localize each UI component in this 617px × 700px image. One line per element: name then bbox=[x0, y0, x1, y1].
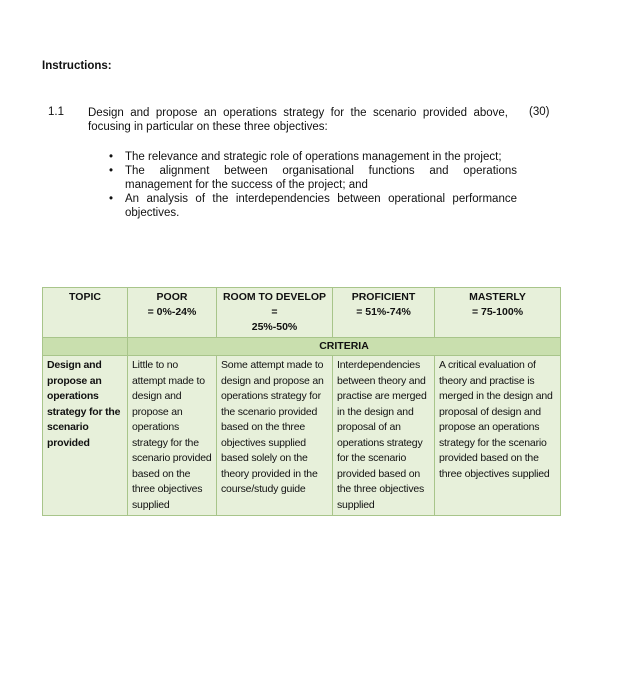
cell-line: Design and bbox=[47, 359, 102, 371]
cell-line: proposal of design and bbox=[439, 405, 541, 418]
cell-line: based on the three bbox=[221, 421, 305, 433]
objective-item: • The relevance and strategic role of operations management in the project; bbox=[109, 151, 502, 163]
criteria-label: CRITERIA bbox=[128, 338, 561, 356]
cell-line: three objectives supplied bbox=[439, 467, 550, 480]
cell-line: three objectives bbox=[132, 483, 203, 495]
cell-line: operations strategy bbox=[337, 436, 423, 449]
header-room-to-develop: ROOM TO DEVELOP = 25%-50% bbox=[217, 288, 333, 338]
cell-line: supplied bbox=[337, 498, 375, 511]
cell-line: based solely on the bbox=[221, 452, 308, 464]
cell-line: objectives supplied bbox=[221, 436, 306, 449]
header-proficient: PROFICIENT = 51%-74% bbox=[333, 288, 435, 338]
cell-line: the three objectives bbox=[337, 483, 425, 495]
cell-line: practise are merged bbox=[337, 390, 427, 402]
cell-line: provided based on bbox=[337, 467, 420, 480]
poor-cell bbox=[128, 356, 217, 516]
instructions-heading: Instructions: bbox=[42, 60, 112, 72]
cell-line: Little to no bbox=[132, 359, 179, 371]
cell-line: provided based on the bbox=[439, 452, 539, 464]
cell-line: propose an bbox=[132, 405, 183, 418]
rubric-table bbox=[42, 287, 561, 516]
cell-line: operations bbox=[47, 390, 99, 402]
cell-line: design and propose an bbox=[221, 374, 324, 387]
cell-line: scenario provided bbox=[132, 452, 212, 464]
cell-line: attempt made to bbox=[132, 374, 205, 387]
header-topic: TOPIC bbox=[43, 288, 128, 338]
cell-line: proposal of an bbox=[337, 421, 401, 433]
cell-line: operations strategy for bbox=[221, 390, 321, 402]
cell-line: theory and practise is bbox=[439, 374, 535, 387]
topic-cell bbox=[43, 356, 128, 516]
cell-line: Interdependencies bbox=[337, 359, 420, 371]
cell-line: based on the bbox=[132, 467, 191, 480]
objective-item: • The alignment between organisational functions and operations management for the success of the project; and bbox=[109, 165, 517, 191]
cell-line: between theory and bbox=[337, 374, 426, 387]
bullet-icon: • bbox=[109, 193, 114, 205]
objectives-list bbox=[107, 150, 517, 220]
header-masterly: MASTERLY = 75-100% bbox=[435, 288, 561, 338]
cell-line: scenario bbox=[47, 421, 89, 433]
cell-line: Some attempt made to bbox=[221, 359, 324, 371]
cell-line: supplied bbox=[132, 498, 170, 511]
criteria-row bbox=[43, 338, 561, 356]
cell-line: A critical evaluation of bbox=[439, 359, 536, 371]
cell-line: theory provided in the bbox=[221, 467, 318, 480]
cell-line: propose an operations bbox=[439, 421, 540, 433]
cell-line: propose an bbox=[47, 374, 102, 387]
room-to-develop-cell bbox=[217, 356, 333, 516]
bullet-icon: • bbox=[109, 165, 114, 177]
cell-line: course/study guide bbox=[221, 483, 306, 495]
cell-line: in the design and bbox=[337, 405, 414, 418]
masterly-cell bbox=[435, 356, 561, 516]
question-marks: (30) bbox=[529, 106, 550, 118]
cell-line: the scenario provided bbox=[221, 405, 318, 418]
proficient-cell bbox=[333, 356, 435, 516]
rubric-body-row bbox=[43, 356, 561, 516]
cell-line: operations bbox=[132, 421, 180, 433]
cell-line: provided bbox=[47, 436, 90, 449]
criteria-spacer bbox=[43, 338, 128, 356]
cell-line: strategy for the scenario bbox=[439, 436, 547, 449]
cell-line: strategy for the bbox=[47, 405, 121, 418]
rubric-header-row bbox=[43, 288, 561, 338]
cell-line: merged in the design and bbox=[439, 390, 553, 402]
header-poor: POOR = 0%-24% bbox=[128, 288, 217, 338]
bullet-icon: • bbox=[109, 151, 114, 163]
question-number: 1.1 bbox=[48, 106, 64, 118]
cell-line: strategy for the bbox=[132, 436, 199, 449]
cell-line: design and bbox=[132, 390, 182, 402]
objective-item: • An analysis of the interdependencies between operational performance objectives. bbox=[109, 193, 517, 219]
cell-line: for the scenario bbox=[337, 452, 407, 464]
question-text: Design and propose an operations strategy for the scenario provided above, focusing in particular on these three objectives: bbox=[88, 107, 508, 133]
